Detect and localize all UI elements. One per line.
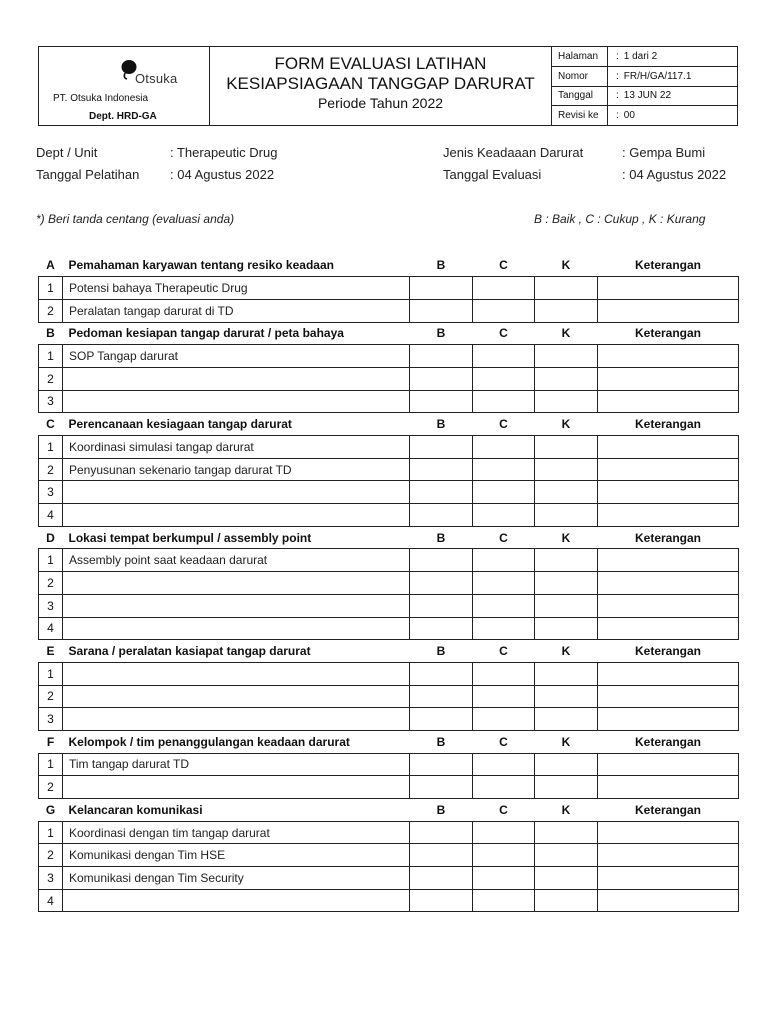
rating-c-cell[interactable] [473,617,535,640]
remarks-cell[interactable] [598,776,739,799]
column-header-remarks: Keterangan [634,326,702,341]
evaluation-table [38,254,739,912]
item-description [63,708,410,731]
remarks-cell[interactable] [598,685,739,708]
rating-k-cell[interactable] [535,277,598,300]
column-header-b: B [436,530,446,545]
remarks-cell[interactable] [598,481,739,504]
item-number: 3 [39,481,63,504]
rating-b-cell[interactable] [410,685,473,708]
remarks-cell[interactable] [598,708,739,731]
item-number: 2 [39,572,63,595]
instruction-note: *) Beri tanda centang (evaluasi anda) [36,212,235,226]
table-row [39,776,739,799]
rating-k-cell[interactable] [535,572,598,595]
column-header-remarks: Keterangan [634,258,702,273]
column-header-k: K [561,326,571,341]
column-header-k: K [561,734,571,749]
table-row [39,662,739,685]
rating-c-cell[interactable] [473,390,535,413]
department-name: Dept. HRD-GA [89,111,157,122]
remarks-cell[interactable] [598,345,739,368]
item-description [63,481,410,504]
table-row [39,345,739,368]
rating-k-cell[interactable] [535,367,598,390]
column-header-b: B [436,802,446,817]
rating-b-cell[interactable] [410,844,473,867]
meta-key: Tanggal [552,87,608,106]
rating-b-cell[interactable] [410,277,473,300]
remarks-cell[interactable] [598,299,739,322]
section-title: Kelompok / tim penanggulangan keadaan darurat [68,734,350,749]
remarks-cell[interactable] [598,594,739,617]
evaluation-date-label: Tanggal Evaluasi [443,167,542,182]
item-number: 1 [39,277,63,300]
section-title: Sarana / peralatan kasiapat tangap darurat [68,644,311,659]
section-id: F [46,734,55,749]
rating-k-cell[interactable] [535,617,598,640]
section-header-f [39,730,739,753]
item-description [63,889,410,912]
item-number: 2 [39,458,63,481]
rating-k-cell[interactable] [535,549,598,572]
document-meta [552,47,737,125]
section-id: B [46,326,55,341]
rating-c-cell[interactable] [473,436,535,459]
remarks-cell[interactable] [598,662,739,685]
item-description: Assembly point saat keadaan darurat [63,549,410,572]
section-header-a [39,254,739,277]
table-row [39,685,739,708]
column-header-c: C [499,530,508,545]
rating-k-cell[interactable] [535,753,598,776]
table-row [39,299,739,322]
column-header-remarks: Keterangan [634,417,702,432]
column-header-b: B [436,417,446,432]
rating-c-cell[interactable] [473,685,535,708]
rating-c-cell[interactable] [473,458,535,481]
section-header-e [39,640,739,663]
item-number: 3 [39,390,63,413]
meta-row-page: Halaman : 1 dari 2 [552,47,737,67]
item-description [63,594,410,617]
rating-b-cell[interactable] [410,572,473,595]
rating-c-cell[interactable] [473,299,535,322]
remarks-cell[interactable] [598,367,739,390]
rating-b-cell[interactable] [410,367,473,390]
table-row [39,277,739,300]
item-number: 3 [39,594,63,617]
column-header-c: C [499,258,508,273]
rating-b-cell[interactable] [410,481,473,504]
remarks-cell[interactable] [598,390,739,413]
rating-b-cell[interactable] [410,436,473,459]
rating-c-cell[interactable] [473,345,535,368]
item-description [63,367,410,390]
column-header-k: K [561,802,571,817]
column-header-remarks: Keterangan [634,530,702,545]
form-title-line1: FORM EVALUASI LATIHAN [274,54,487,73]
rating-b-cell[interactable] [410,889,473,912]
rating-k-cell[interactable] [535,776,598,799]
rating-c-cell[interactable] [473,821,535,844]
rating-k-cell[interactable] [535,504,598,527]
table-row [39,504,739,527]
table-row [39,367,739,390]
logo-wordmark: Otsuka [135,71,178,86]
rating-c-cell[interactable] [473,481,535,504]
item-description: Komunikasi dengan Tim HSE [63,844,410,867]
rating-b-cell[interactable] [410,594,473,617]
column-header-b: B [436,326,446,341]
rating-c-cell[interactable] [473,504,535,527]
rating-b-cell[interactable] [410,345,473,368]
rating-c-cell[interactable] [473,367,535,390]
meta-key: Halaman [552,47,608,66]
remarks-cell[interactable] [598,504,739,527]
item-description: Koordinasi simulasi tangap darurat [63,436,410,459]
rating-c-cell[interactable] [473,889,535,912]
rating-b-cell[interactable] [410,662,473,685]
column-header-remarks: Keterangan [634,802,702,817]
item-number: 1 [39,753,63,776]
item-number: 3 [39,708,63,731]
section-header-d [39,526,739,549]
rating-c-cell[interactable] [473,662,535,685]
rating-b-cell[interactable] [410,753,473,776]
column-header-k: K [561,644,571,659]
column-header-c: C [499,802,508,817]
rating-b-cell[interactable] [410,549,473,572]
section-title: Perencanaan kesiagaan tangap darurat [68,417,292,432]
table-row [39,617,739,640]
rating-k-cell[interactable] [535,299,598,322]
table-row [39,481,739,504]
table-row [39,458,739,481]
rating-k-cell[interactable] [535,662,598,685]
remarks-cell[interactable] [598,867,739,890]
column-header-c: C [499,326,508,341]
remarks-cell[interactable] [598,844,739,867]
dept-label: Dept / Unit [36,145,98,160]
rating-b-cell[interactable] [410,617,473,640]
column-header-b: B [436,644,446,659]
item-description: SOP Tangap darurat [63,345,410,368]
table-row [39,708,739,731]
item-description: Peralatan tangap darurat di TD [63,299,410,322]
meta-value: 00 [623,110,635,122]
meta-row-number: Nomor : FR/H/GA/117.1 [552,67,737,87]
column-header-b: B [436,258,446,273]
meta-value: 13 JUN 22 [623,90,672,102]
form-title-line2: KESIAPSIAGAAN TANGGAP DARURAT [226,74,535,93]
table-row [39,867,739,890]
remarks-cell[interactable] [598,889,739,912]
column-header-c: C [499,417,508,432]
rating-b-cell[interactable] [410,299,473,322]
section-title: Lokasi tempat berkumpul / assembly point [68,530,312,545]
item-number: 1 [39,821,63,844]
rating-k-cell[interactable] [535,345,598,368]
item-description: Potensi bahaya Therapeutic Drug [63,277,410,300]
meta-value: 1 dari 2 [623,50,658,62]
table-row [39,889,739,912]
rating-k-cell[interactable] [535,708,598,731]
company-name: PT. Otsuka Indonesia [53,93,149,104]
remarks-cell[interactable] [598,549,739,572]
rating-b-cell[interactable] [410,708,473,731]
section-header-c [39,413,739,436]
item-number: 1 [39,549,63,572]
section-header-g [39,799,739,822]
item-description [63,504,410,527]
meta-key: Nomor [552,67,608,86]
item-number: 2 [39,776,63,799]
item-number: 2 [39,844,63,867]
rating-k-cell[interactable] [535,889,598,912]
column-header-k: K [561,417,571,432]
item-number: 2 [39,299,63,322]
column-header-k: K [561,258,571,273]
rating-b-cell[interactable] [410,776,473,799]
rating-c-cell[interactable] [473,753,535,776]
item-number: 1 [39,345,63,368]
section-id: D [46,530,55,545]
item-description [63,390,410,413]
rating-c-cell[interactable] [473,867,535,890]
item-description: Koordinasi dengan tim tangap darurat [63,821,410,844]
remarks-cell[interactable] [598,436,739,459]
item-number: 2 [39,367,63,390]
column-header-k: K [561,530,571,545]
emergency-type-value: : Gempa Bumi [622,145,706,160]
item-number: 1 [39,436,63,459]
form-period: Periode Tahun 2022 [317,95,444,111]
rating-k-cell[interactable] [535,390,598,413]
form-title-block [210,47,552,125]
column-header-c: C [499,644,508,659]
table-row [39,821,739,844]
column-header-c: C [499,734,508,749]
item-number: 2 [39,685,63,708]
section-id: G [45,802,56,817]
rating-k-cell[interactable] [535,594,598,617]
item-description [63,617,410,640]
table-row [39,549,739,572]
rating-b-cell[interactable] [410,390,473,413]
item-description: Tim tangap darurat TD [63,753,410,776]
rating-c-cell[interactable] [473,708,535,731]
rating-c-cell[interactable] [473,776,535,799]
meta-row-date: Tanggal : 13 JUN 22 [552,87,737,107]
section-title: Pedoman kesiapan tangap darurat / peta bahaya [68,326,344,341]
section-title: Kelancaran komunikasi [68,802,203,817]
logo-block [39,47,210,125]
item-description: Komunikasi dengan Tim Security [63,867,410,890]
item-description [63,662,410,685]
training-date-value: : 04 Agustus 2022 [170,167,275,182]
section-id: A [46,258,55,273]
rating-k-cell[interactable] [535,844,598,867]
rating-c-cell[interactable] [473,572,535,595]
section-id: E [46,644,55,659]
table-row [39,753,739,776]
column-header-remarks: Keterangan [634,734,702,749]
section-title: Pemahaman karyawan tentang resiko keadaan [68,258,334,273]
item-description [63,776,410,799]
table-row [39,594,739,617]
item-number: 4 [39,889,63,912]
section-id: C [46,417,55,432]
dept-value: : Therapeutic Drug [170,145,278,160]
rating-b-cell[interactable] [410,867,473,890]
rating-c-cell[interactable] [473,549,535,572]
remarks-cell[interactable] [598,277,739,300]
rating-b-cell[interactable] [410,821,473,844]
rating-c-cell[interactable] [473,277,535,300]
rating-k-cell[interactable] [535,821,598,844]
rating-k-cell[interactable] [535,685,598,708]
meta-key: Revisi ke [552,106,608,125]
table-row [39,844,739,867]
table-row [39,390,739,413]
remarks-cell[interactable] [598,617,739,640]
column-header-remarks: Keterangan [634,644,702,659]
rating-k-cell[interactable] [535,458,598,481]
item-number: 4 [39,617,63,640]
evaluation-date-value: : 04 Agustus 2022 [622,167,727,182]
rating-b-cell[interactable] [410,504,473,527]
remarks-cell[interactable] [598,572,739,595]
remarks-cell[interactable] [598,821,739,844]
rating-k-cell[interactable] [535,867,598,890]
item-number: 3 [39,867,63,890]
column-header-b: B [436,734,446,749]
meta-row-revision: Revisi ke : 00 [552,106,737,125]
table-row [39,572,739,595]
item-number: 4 [39,504,63,527]
section-header-b [39,322,739,345]
remarks-cell[interactable] [598,458,739,481]
emergency-type-label: Jenis Keadaaan Darurat [443,145,584,160]
meta-value: FR/H/GA/117.1 [623,70,692,82]
rating-c-cell[interactable] [473,594,535,617]
rating-k-cell[interactable] [535,481,598,504]
training-date-label: Tanggal Pelatihan [36,167,140,182]
item-description [63,685,410,708]
rating-legend: B : Baik , C : Cukup , K : Kurang [534,212,706,226]
item-description [63,572,410,595]
table-row [39,436,739,459]
rating-k-cell[interactable] [535,436,598,459]
rating-b-cell[interactable] [410,458,473,481]
remarks-cell[interactable] [598,753,739,776]
rating-c-cell[interactable] [473,844,535,867]
form-header [38,46,738,126]
item-number: 1 [39,662,63,685]
item-description: Penyusunan sekenario tangap darurat TD [63,458,410,481]
